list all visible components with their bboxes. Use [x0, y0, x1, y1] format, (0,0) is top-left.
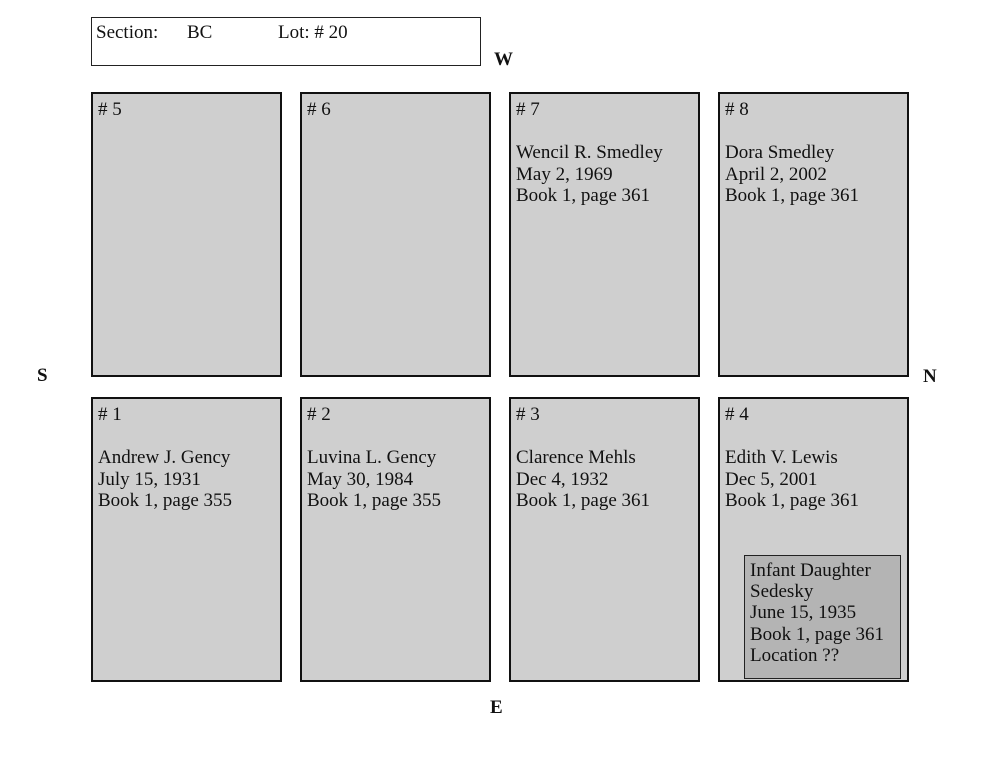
plot-number: # 1 — [98, 404, 122, 425]
burial-book: Book 1, page 355 — [98, 490, 233, 511]
plot-number: # 3 — [516, 404, 540, 425]
burial-date: May 30, 1984 — [307, 468, 414, 490]
plot-2 — [300, 397, 491, 682]
section-lot-header — [91, 17, 481, 66]
compass-west: W — [494, 49, 513, 70]
burial-name: Clarence Mehls — [516, 447, 636, 468]
note-line: Location ?? — [750, 644, 840, 666]
burial-name: Edith V. Lewis — [725, 447, 838, 468]
plot-number: # 6 — [307, 99, 331, 120]
burial-book: Book 1, page 355 — [307, 490, 442, 511]
burial-info — [516, 142, 663, 207]
section-label: Section: — [96, 22, 159, 43]
note-line: Book 1, page 361 — [750, 623, 885, 645]
note-line: Sedesky — [750, 581, 814, 603]
burial-date: May 2, 1969 — [516, 163, 613, 185]
burial-date: Dec 5, 2001 — [725, 468, 818, 490]
burial-book: Book 1, page 361 — [516, 185, 651, 206]
burial-name: Dora Smedley — [725, 142, 835, 163]
burial-info — [725, 447, 859, 512]
compass-north: N — [923, 366, 937, 387]
plot-3 — [509, 397, 700, 682]
burial-name: Wencil R. Smedley — [516, 142, 663, 163]
burial-book: Book 1, page 361 — [516, 490, 651, 511]
burial-name: Andrew J. Gency — [98, 447, 231, 468]
plot-number: # 7 — [516, 99, 540, 120]
note-line: June 15, 1935 — [750, 602, 857, 624]
plot-7 — [509, 92, 700, 377]
burial-date: Dec 4, 1932 — [516, 468, 609, 490]
burial-info — [307, 447, 441, 512]
compass-south: S — [37, 365, 48, 386]
lot-label: Lot: # 20 — [278, 22, 348, 43]
burial-info — [516, 447, 650, 512]
plot-4 — [718, 397, 909, 682]
burial-book: Book 1, page 361 — [725, 185, 860, 206]
plot-5 — [91, 92, 282, 377]
burial-book: Book 1, page 361 — [725, 490, 860, 511]
plot-number: # 2 — [307, 404, 331, 425]
section-value: BC — [187, 22, 213, 43]
plot-8 — [718, 92, 909, 377]
compass-east: E — [490, 697, 503, 718]
plot-number: # 8 — [725, 99, 749, 120]
plot-1 — [91, 397, 282, 682]
burial-date: April 2, 2002 — [725, 163, 827, 185]
burial-name: Luvina L. Gency — [307, 447, 437, 468]
burial-date: July 15, 1931 — [98, 468, 201, 490]
plot-number: # 5 — [98, 99, 122, 120]
burial-info — [725, 142, 859, 207]
burial-info — [98, 447, 232, 512]
note-line: Infant Daughter — [750, 560, 871, 581]
infant-note-box — [744, 555, 901, 679]
plot-6 — [300, 92, 491, 377]
plot-number: # 4 — [725, 404, 749, 425]
